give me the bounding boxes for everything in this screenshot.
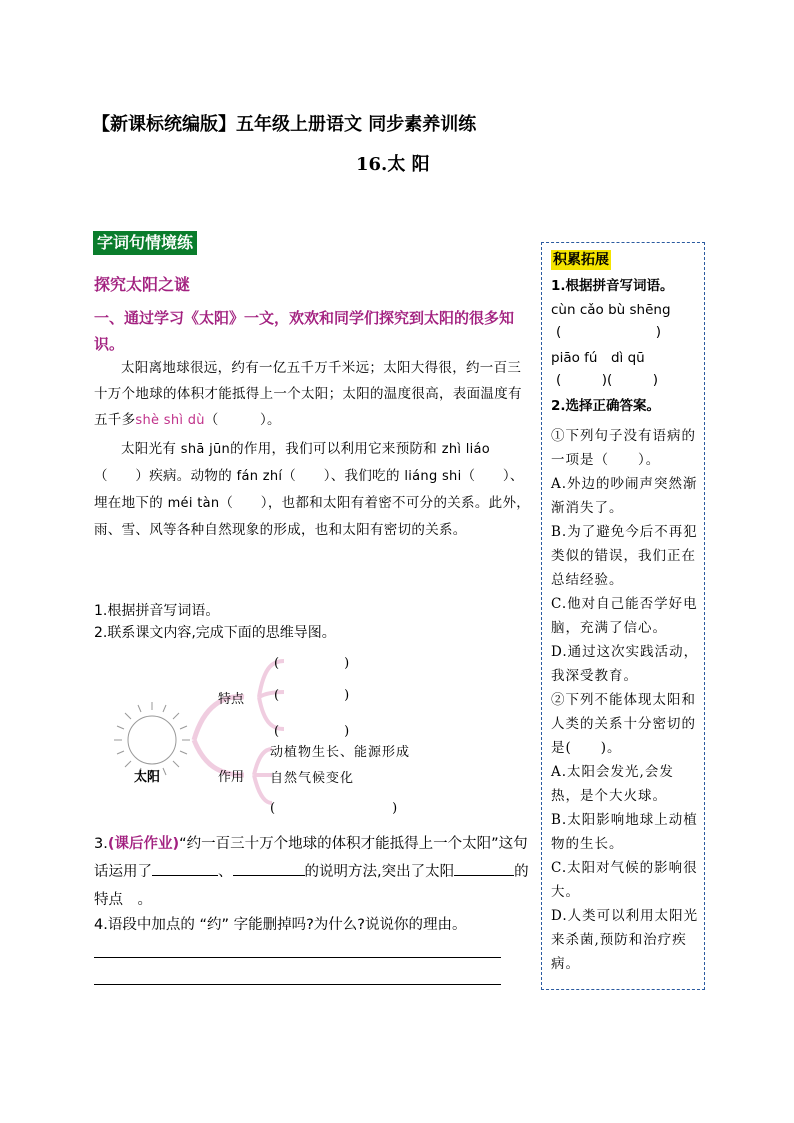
sub-question-2: 2.联系课文内容,完成下面的思维导图。 [94, 625, 336, 641]
sidebar-q1-option-d[interactable]: D.通过这次实践活动，我深受教育。 [551, 644, 699, 684]
sidebar-q2-option-b[interactable]: B.太阳影响地球上动植物的生长。 [551, 812, 698, 852]
question-4: 4.语段中加点的 “约” 字能删掉吗?为什么?说说你的理由。 [94, 917, 467, 933]
mindmap-center: 太阳 [134, 770, 161, 785]
answer-blank[interactable] [454, 859, 514, 876]
mindmap-feature-blank: ( ) [274, 724, 350, 739]
sidebar-question-1 [551, 424, 701, 976]
passage-paragraph-2: 太阳光有 shā jūn的作用，我们可以利用它来预防和 zhì liáo（ ）疾病。动物的 fán zhí（ ）、我们吃的 liáng shi（ ）、埋在地下的 méi tàn（ ），也都和太阳有着密不可分的关系。此外，雨、雪、风等各种自然现象的形成，也和太阳有密切的关系。 [94, 441, 531, 538]
document-title: 【新课标统编版】五年级上册语文 同步素养训练 [92, 114, 477, 135]
mindmap-branch-features: 特点 [218, 692, 245, 707]
sidebar-heading: 积累拓展 [553, 252, 609, 268]
mindmap-function-item: 自然气候变化 [270, 771, 355, 786]
sub-question-1: 1.根据拼音写词语。 [94, 603, 220, 619]
sidebar-q2-option-d[interactable]: D.人类可以利用太阳光来杀菌,预防和治疗疾病。 [551, 908, 699, 972]
passage [94, 355, 534, 543]
pinyin-fan-zhi: fán zhí [236, 469, 283, 484]
pinyin-zhi-liao: zhì liáo [441, 442, 491, 457]
answer-blank[interactable] [152, 859, 218, 876]
sidebar-q2-option-c[interactable]: C.太阳对气候的影响很大。 [551, 860, 698, 900]
sidebar-q1-option-a[interactable]: A.外边的吵闹声突然渐渐消失了。 [551, 476, 698, 516]
sidebar-q1-option-b[interactable]: B.为了避免今后不再犯类似的错误，我们正在总结经验。 [551, 524, 698, 588]
question-1-heading: 一、通过学习《太阳》一文，欢欢和同学们探究到太阳的很多知识。 [94, 309, 515, 353]
sidebar-pinyin-row-2: piāo fú dì qū [551, 350, 645, 366]
sidebar-q2-stem: ②下列不能体现太阳和人类的关系十分密切的是( )。 [551, 692, 696, 756]
mindmap-function-item: 动植物生长、能源形成 [270, 745, 411, 760]
homework-tag: (课后作业) [107, 836, 180, 852]
mindmap-feature-blank: ( ) [274, 656, 350, 671]
section-title: 探究太阳之谜 [94, 275, 191, 294]
sidebar-q1-stem: ①下列句子没有语病的一项是（ ）。 [551, 428, 696, 468]
sidebar-q1-option-c[interactable]: C.他对自己能否学好电脑，充满了信心。 [551, 596, 698, 636]
pinyin-mei-tan: méi tàn [167, 496, 220, 511]
sidebar-blank-row-2[interactable]: ( )( ) [556, 372, 659, 388]
sidebar-pinyin-row-1: cùn cǎo bù shēng [551, 302, 671, 318]
answer-blank[interactable] [233, 859, 305, 876]
mindmap-feature-blank: ( ) [274, 688, 350, 703]
pinyin-she-shi-du: shè shì dù [135, 413, 205, 428]
answer-line[interactable] [94, 984, 501, 985]
pinyin-sha-jun: shā jūn [180, 442, 231, 457]
sidebar-section-2-title: 2.选择正确答案。 [551, 398, 661, 414]
answer-line[interactable] [94, 957, 501, 958]
mindmap-branch-functions: 作用 [218, 770, 245, 785]
sidebar-q2-option-a[interactable]: A.太阳会发光,会发热，是个大火球。 [551, 764, 674, 804]
sidebar-blank-row-1[interactable]: ( ) [556, 324, 662, 340]
pinyin-liang-shi: liáng shi [404, 469, 462, 484]
sidebar-section-1-title: 1.根据拼音写词语。 [551, 278, 674, 294]
question-3: 3.(课后作业)“约一百三十万个地球的体积才能抵得上一个太阳”这句话运用了 、 的说明方法,突出了太阳 的特点 。 [94, 836, 529, 908]
lesson-title: 16.太 阳 [356, 154, 430, 175]
section-tag: 字词句情境练 [93, 231, 197, 255]
passage-paragraph-1: 太阳离地球很远，约有一亿五千万千米远；太阳大得很，约一百三十万个地球的体积才能抵得上一个太阳；太阳的温度很高，表面温度有五千多shè shì dù（ ）。 [94, 360, 522, 428]
mindmap-function-blank: ( ) [270, 801, 398, 816]
